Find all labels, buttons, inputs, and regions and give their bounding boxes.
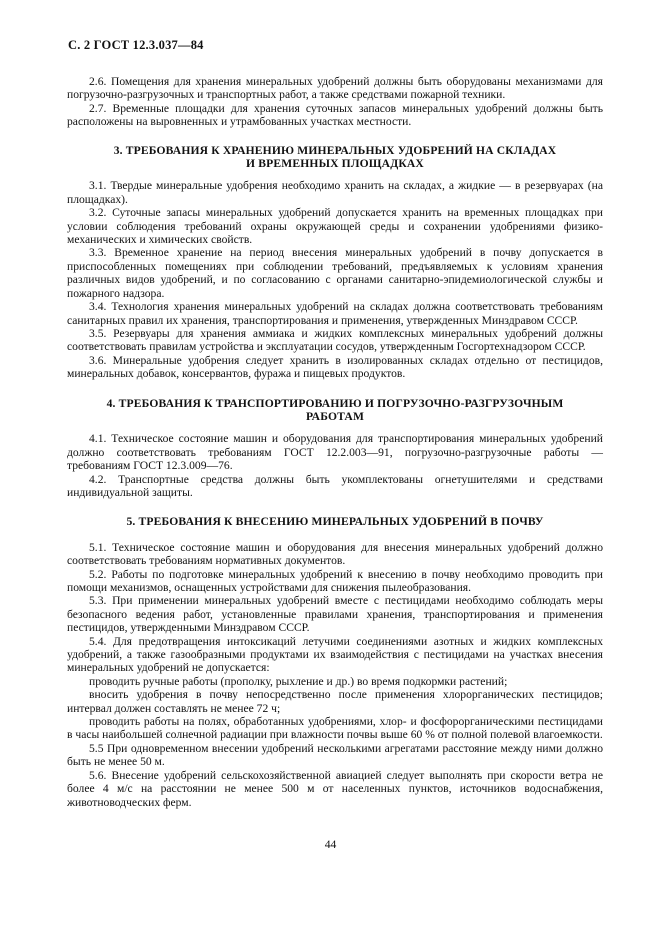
document-body <box>67 75 603 809</box>
paragraph-5-2: 5.2. Работы по подготовке минеральных удобрений к внесению в почву необходимо проводить при помощи механизмов, оснащенных устройствами для снижения пылеобразования. <box>67 567 603 594</box>
section-3-title <box>67 144 603 171</box>
paragraph-3-6: 3.6. Минеральные удобрения следует хранить в изолированных складах отдельно от пестицидов, минеральных добавок, консервантов, фуража и пищевых продуктов. <box>67 353 603 381</box>
paragraph-3-4: 3.4. Технология хранения минеральных удобрений на складах должна соответствовать требованиям санитарных правил их хранения, транспортирования и применения, утвержденных Минздравом СССР. <box>67 300 603 327</box>
paragraph-5-4-item-b: вносить удобрения в почву непосредственно после применения хлорорганических пестицидов; интервал должен составлять не менее 72 ч; <box>67 688 603 715</box>
paragraph-5-4-item-c: проводить работы на полях, обработанных удобрениями, хлор- и фосфорорганическими пестицидами в часы наибольшей солнечной радиации при влажности почвы выше 60 % от полной полевой влагоемкости. <box>67 715 603 742</box>
paragraph-5-4: 5.4. Для предотвращения интоксикаций летучими соединениями азотных и жидких комплексных удобрений, а также газообразными продуктами их взаимодействия с пестицидами на участках внесения минеральных удобрений не допускается: <box>67 634 603 675</box>
paragraph-3-3: 3.3. Временное хранение на период внесения минеральных удобрений в почву допускается в приспособленных помещениях при соблюдении требований, предъявляемых к условиям хранения различных видов удобрений, и по согласованию с органами санитарно-эпидемиологической службы и пожарного надзора. <box>67 246 603 300</box>
paragraph-3-5: 3.5. Резервуары для хранения аммиака и жидких комплексных минеральных удобрений должны соответствовать правилам устройства и эксплуатации сосудов, утвержденным Госгортехнадзором СССР. <box>67 326 603 354</box>
paragraph-2-6: 2.6. Помещения для хранения минеральных удобрений должны быть оборудованы механизмами для погрузочно-разгрузочных и транспортных работ, а также средствами пожарной техники. <box>67 75 603 102</box>
paragraph-2-7: 2.7. Временные площадки для хранения суточных запасов минеральных удобрений должны быть расположены на выровненных и утрамбованных участках местности. <box>67 101 603 129</box>
paragraph-4-2: 4.2. Транспортные средства должны быть укомплектованы огнетушителями и средствами индивидуальной защиты. <box>67 472 603 499</box>
paragraph-3-1: 3.1. Твердые минеральные удобрения необходимо хранить на складах, а жидкие — в резервуарах (на площадках). <box>67 179 603 206</box>
section-4-title-line1: 4. ТРЕБОВАНИЯ К ТРАНСПОРТИРОВАНИЮ И ПОГРУЗОЧНО-РАЗГРУЗОЧНЫМ <box>106 396 564 410</box>
paragraph-5-4-item-a: проводить ручные работы (прополку, рыхление и др.) во время подкормки растений; <box>89 674 508 688</box>
section-4-title-line2: РАБОТАМ <box>305 409 365 423</box>
section-3-title-line2: И ВРЕМЕННЫХ ПЛОЩАДКАХ <box>246 157 424 171</box>
section-4-title <box>67 397 603 424</box>
paragraph-4-1: 4.1. Техническое состояние машин и оборудования для транспортирования минеральных удобрений должно соответствовать требованиям ГОСТ 12.2.003—91, погрузочно-разгрузочные работы — требованиям ГОСТ 12.3.009—76. <box>67 432 603 473</box>
page-number: 44 <box>324 838 337 851</box>
paragraph-5-1: 5.1. Техническое состояние машин и оборудования для внесения минеральных удобрений должно соответствовать требованиям нормативных документов. <box>67 540 603 568</box>
paragraph-5-5: 5.5 При одновременном внесении удобрений несколькими агрегатами расстояние между ними должно быть не менее 50 м. <box>67 741 603 769</box>
paragraph-5-3: 5.3. При применении минеральных удобрений вместе с пестицидами необходимо соблюдать меры безопасного ведения работ, установленные правилами хранения, транспортирования и применения пестицидов, утвержденными Минздравом СССР. <box>67 594 603 635</box>
paragraph-3-2: 3.2. Суточные запасы минеральных удобрений допускается хранить на временных площадках при условии соблюдения требований охраны окружающей среды и сохранении удобрениями физико-механических и химических свойств. <box>67 206 603 247</box>
running-header: С. 2 ГОСТ 12.3.037—84 <box>68 38 204 52</box>
section-5-title: 5. ТРЕБОВАНИЯ К ВНЕСЕНИЮ МИНЕРАЛЬНЫХ УДОБРЕНИЙ В ПОЧВУ <box>126 515 544 529</box>
paragraph-5-6: 5.6. Внесение удобрений сельскохозяйственной авиацией следует выполнять при скорости ветра не более 4 м/с на расстоянии не менее 500 м от населенных пунктов, источников водоснабжения, животноводческих ферм. <box>67 768 603 809</box>
section-3-title-line1: 3. ТРЕБОВАНИЯ К ХРАНЕНИЮ МИНЕРАЛЬНЫХ УДОБРЕНИЙ НА СКЛАДАХ <box>113 143 557 157</box>
